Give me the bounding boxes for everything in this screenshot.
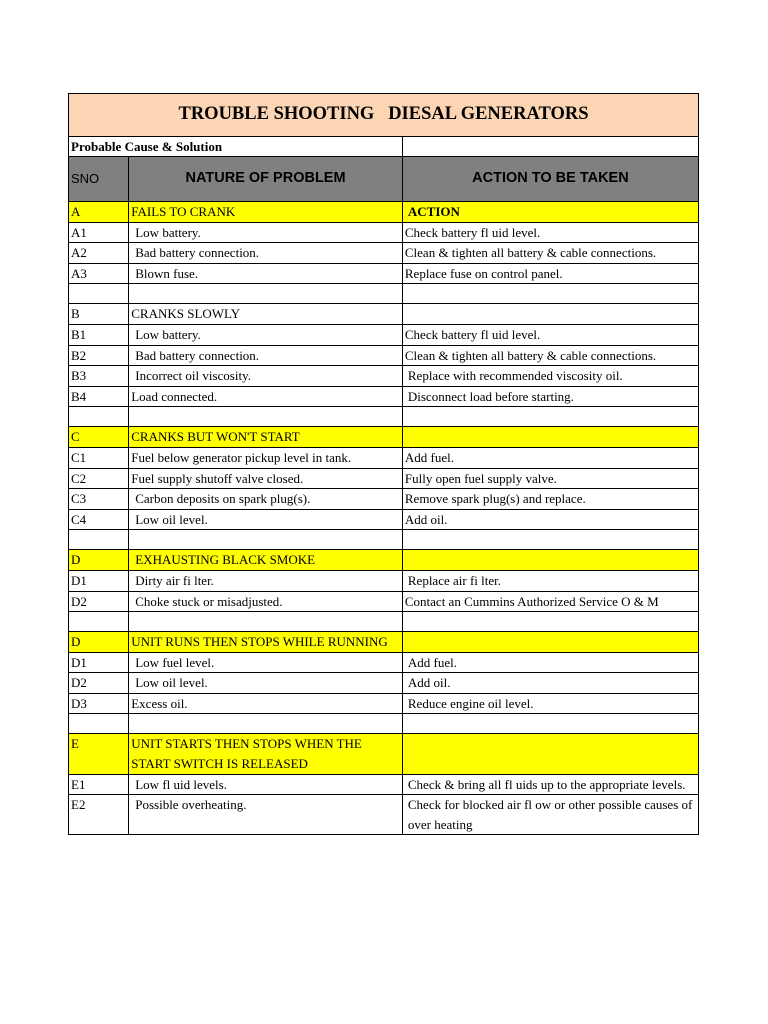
table-row xyxy=(69,366,699,387)
action-cell: Fully open fuel supply valve. xyxy=(402,468,698,489)
spacer-row xyxy=(69,612,699,632)
section-header-row xyxy=(69,202,699,223)
action-cell: Add fuel. xyxy=(402,652,698,673)
sno-cell: D1 xyxy=(69,652,129,673)
table-row xyxy=(69,386,699,407)
sno-cell: C4 xyxy=(69,509,129,530)
empty-cell xyxy=(69,284,129,304)
problem-cell: Fuel below generator pickup level in tank. xyxy=(129,447,403,468)
header-sno: SNO xyxy=(69,157,129,202)
empty-cell xyxy=(129,284,403,304)
title-row xyxy=(69,94,699,137)
action-cell: Check & bring all fl uids up to the appropriate levels. xyxy=(402,774,698,795)
table-row xyxy=(69,263,699,284)
sno-cell: B3 xyxy=(69,366,129,387)
section-header-row xyxy=(69,550,699,571)
section-action xyxy=(402,734,698,774)
section-action xyxy=(402,427,698,448)
sno-cell: D3 xyxy=(69,693,129,714)
problem-cell: Excess oil. xyxy=(129,693,403,714)
section-action xyxy=(402,304,698,325)
problem-cell: Incorrect oil viscosity. xyxy=(129,366,403,387)
empty-cell xyxy=(402,530,698,550)
section-action xyxy=(402,632,698,653)
section-code: E xyxy=(69,734,129,774)
table-row xyxy=(69,243,699,264)
action-cell: Replace fuse on control panel. xyxy=(402,263,698,284)
spacer-row xyxy=(69,284,699,304)
header-action-to-be-taken: ACTION TO BE TAKEN xyxy=(402,157,698,202)
problem-cell: Possible overheating. xyxy=(129,795,403,835)
sno-cell: E2 xyxy=(69,795,129,835)
table-row xyxy=(69,774,699,795)
sno-cell: C2 xyxy=(69,468,129,489)
subtitle-row xyxy=(69,137,699,157)
sno-cell: C1 xyxy=(69,447,129,468)
troubleshooting-table xyxy=(68,93,699,835)
problem-cell: Low oil level. xyxy=(129,509,403,530)
table-row xyxy=(69,652,699,673)
table-row xyxy=(69,693,699,714)
table-row xyxy=(69,324,699,345)
action-cell: Replace air fi lter. xyxy=(402,570,698,591)
action-cell: Add oil. xyxy=(402,673,698,694)
section-code: A xyxy=(69,202,129,223)
action-cell: Check battery fl uid level. xyxy=(402,324,698,345)
section-code: D xyxy=(69,550,129,571)
troubleshooting-document xyxy=(68,93,699,835)
action-cell: Disconnect load before starting. xyxy=(402,386,698,407)
section-title: CRANKS BUT WON'T START xyxy=(129,427,403,448)
section-header-row xyxy=(69,734,699,774)
action-cell: Add oil. xyxy=(402,509,698,530)
sno-cell: D2 xyxy=(69,673,129,694)
spacer-row xyxy=(69,714,699,734)
action-cell: Remove spark plug(s) and replace. xyxy=(402,489,698,510)
empty-cell xyxy=(69,714,129,734)
problem-cell: Bad battery connection. xyxy=(129,243,403,264)
problem-cell: Dirty air fi lter. xyxy=(129,570,403,591)
action-cell: Add fuel. xyxy=(402,447,698,468)
table-row xyxy=(69,509,699,530)
problem-cell: Fuel supply shutoff valve closed. xyxy=(129,468,403,489)
sno-cell: B1 xyxy=(69,324,129,345)
table-row xyxy=(69,447,699,468)
empty-cell xyxy=(129,612,403,632)
sno-cell: A3 xyxy=(69,263,129,284)
action-cell: Reduce engine oil level. xyxy=(402,693,698,714)
empty-cell xyxy=(69,612,129,632)
empty-cell xyxy=(402,407,698,427)
table-row xyxy=(69,222,699,243)
page-title: TROUBLE SHOOTING DIESAL GENERATORS xyxy=(69,94,699,137)
sno-cell: A1 xyxy=(69,222,129,243)
spacer-row xyxy=(69,407,699,427)
section-title: UNIT RUNS THEN STOPS WHILE RUNNING xyxy=(129,632,403,653)
section-title: EXHAUSTING BLACK SMOKE xyxy=(129,550,403,571)
table-row xyxy=(69,570,699,591)
section-code: B xyxy=(69,304,129,325)
section-title: CRANKS SLOWLY xyxy=(129,304,403,325)
spacer-row xyxy=(69,530,699,550)
problem-cell: Low oil level. xyxy=(129,673,403,694)
section-action xyxy=(402,550,698,571)
empty-cell xyxy=(69,407,129,427)
problem-cell: Load connected. xyxy=(129,386,403,407)
empty-cell xyxy=(129,530,403,550)
table-row xyxy=(69,591,699,612)
subtitle-empty-cell xyxy=(402,137,698,157)
sno-cell: D2 xyxy=(69,591,129,612)
problem-cell: Carbon deposits on spark plug(s). xyxy=(129,489,403,510)
action-cell: Contact an Cummins Authorized Service O & M xyxy=(402,591,698,612)
section-code: D xyxy=(69,632,129,653)
section-header-row xyxy=(69,632,699,653)
table-row xyxy=(69,795,699,835)
section-title: UNIT STARTS THEN STOPS WHEN THE START SWITCH IS RELEASED xyxy=(129,734,403,774)
section-title: FAILS TO CRANK xyxy=(129,202,403,223)
sno-cell: A2 xyxy=(69,243,129,264)
sno-cell: D1 xyxy=(69,570,129,591)
table-row xyxy=(69,345,699,366)
sno-cell: B2 xyxy=(69,345,129,366)
sno-cell: E1 xyxy=(69,774,129,795)
action-cell: Check for blocked air fl ow or other possible causes of over heating xyxy=(402,795,698,835)
action-cell: Clean & tighten all battery & cable connections. xyxy=(402,345,698,366)
subtitle: Probable Cause & Solution xyxy=(69,137,403,157)
problem-cell: Bad battery connection. xyxy=(129,345,403,366)
sno-cell: B4 xyxy=(69,386,129,407)
section-action: ACTION xyxy=(402,202,698,223)
problem-cell: Blown fuse. xyxy=(129,263,403,284)
empty-cell xyxy=(129,407,403,427)
empty-cell xyxy=(69,530,129,550)
table-row xyxy=(69,489,699,510)
table-row xyxy=(69,468,699,489)
section-header-row xyxy=(69,427,699,448)
empty-cell xyxy=(129,714,403,734)
empty-cell xyxy=(402,612,698,632)
empty-cell xyxy=(402,284,698,304)
problem-cell: Low battery. xyxy=(129,324,403,345)
table-row xyxy=(69,673,699,694)
problem-cell: Low fuel level. xyxy=(129,652,403,673)
action-cell: Clean & tighten all battery & cable connections. xyxy=(402,243,698,264)
header-row xyxy=(69,157,699,202)
action-cell: Check battery fl uid level. xyxy=(402,222,698,243)
problem-cell: Choke stuck or misadjusted. xyxy=(129,591,403,612)
sno-cell: C3 xyxy=(69,489,129,510)
section-code: C xyxy=(69,427,129,448)
action-cell: Replace with recommended viscosity oil. xyxy=(402,366,698,387)
empty-cell xyxy=(402,714,698,734)
section-header-row xyxy=(69,304,699,325)
header-nature-of-problem: NATURE OF PROBLEM xyxy=(129,157,403,202)
problem-cell: Low battery. xyxy=(129,222,403,243)
problem-cell: Low fl uid levels. xyxy=(129,774,403,795)
